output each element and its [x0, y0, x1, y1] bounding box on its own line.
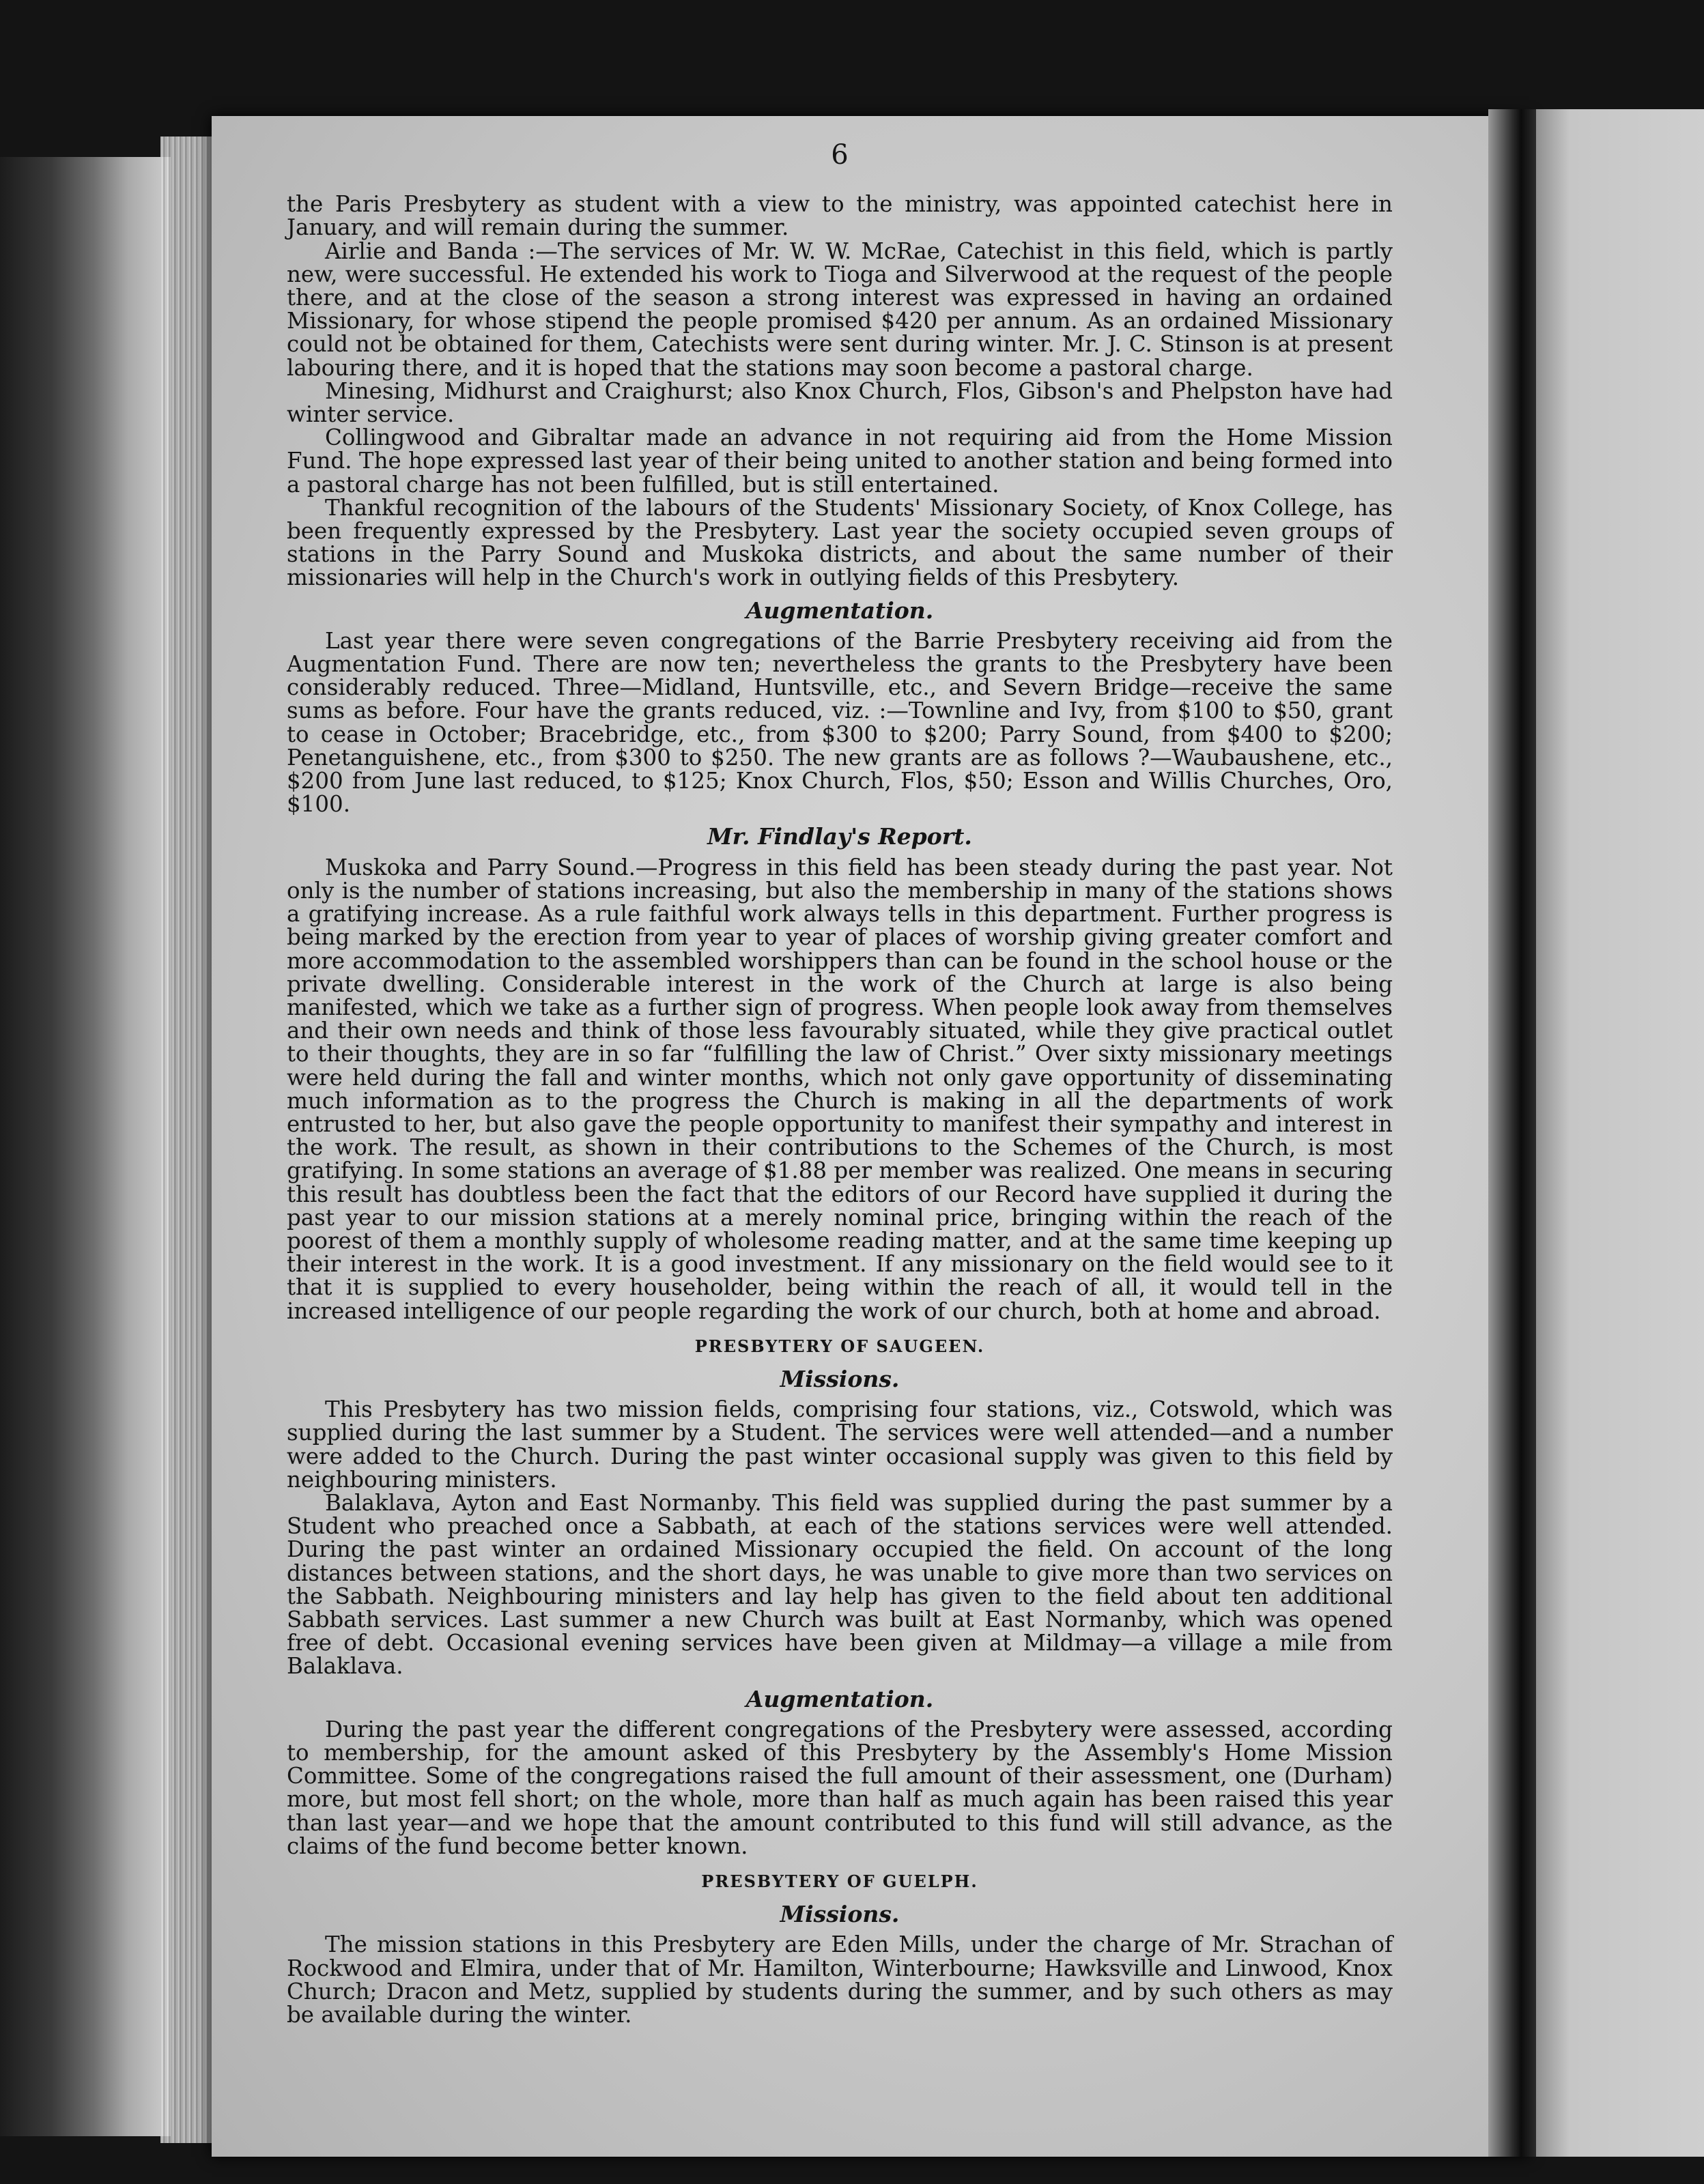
section-top: [287, 192, 1393, 589]
page-number: 6: [831, 139, 849, 171]
paragraph: Minesing, Midhurst and Craighurst; also Knox Church, Flos, Gibson's and Phelpston have had winter service.: [287, 377, 1393, 428]
paragraph: Airlie and Banda :—The services of Mr. W. W. McRae, Catechist in this field, which is partly new, were successful. He extended his work to Tioga and Silverwood at the request of the people there, and at the close of the season a strong interest was expressed in having an ordained Missionary, for whose stipend the people promised $420 per annum. As an ordained Missionary could not be obtained for them, Catechists were sent during winter. Mr. J. C. Stinson is at present labouring there, and it is hoped that the stations may soon become a pastoral charge.: [287, 238, 1393, 381]
heading-missions: Missions.: [780, 1365, 900, 1392]
paragraph: Thankful recognition of the labours of the Students' Missionary Society, of Knox College, has been frequently expressed by the Presbytery. Last year the society occupied seven groups of stations in the Parry Sound and Muskoka districts, and about the same number of their missionaries will help in the Church's work in outlying fields of this Presbytery.: [287, 494, 1393, 591]
paragraph: Balaklava, Ayton and East Normanby. This field was supplied during the past summer by a Student who preached once a Sabbath, at each of the stations services were well attended. During the past winter an ordained Missionary occupied the field. On account of the long distances between stations, and the short days, he was unable to give more than two services on the Sabbath. Neighbouring ministers and lay help has given to the field about ten additional Sabbath services. Last summer a new Church was built at East Normanby, which was opened free of debt. Occasional evening services have been given at Mildmay—a village a mile from Balaklava.: [287, 1489, 1393, 1680]
paragraph: Muskoka and Parry Sound.—Progress in this field has been steady during the past year. Not only is the number of stations increasing, but also the membership in many of the stations shows a gratifying increase. As a rule faithful work always tells in this department. Further progress is being marked by the erection from year to year of places of worship giving greater comfort and more accommodation to the assembled worshippers than can be found in the school house or the private dwelling. Considerable interest in the work of the Church at large is also being manifested, which we take as a further sign of progress. When people look away from themselves and their own needs and think of those less favourably situated, while they give practical outlet to their thoughts, they are in so far “fulfilling the law of Christ.” Over sixty missionary meetings were held during the fall and winter months, which not only gave opportunity of disseminating much information as to the progress the Church is making in all the departments of work entrusted to her, but also gave the people opportunity to manifest their sympathy and interest in the work. The result, as shown in their contributions to the Schemes of the Church, is most gratifying. In some stations an average of $1.88 per member was realized. One means in securing this result has doubtless been the fact that the editors of our Record have supplied it during the past year to our mission stations at a merely nominal price, bringing within the reach of the poorest of them a monthly supply of wholesome reading matter, and at the same time keeping up their interest in the work. It is a good investment. If any missionary on the field would see to it that it is supplied to every householder, being within the reach of all, it would tell in the increased intelligence of our people regarding the work of our church, both at home and abroad.: [287, 854, 1393, 1324]
heading-presbytery-saugeen: PRESBYTERY OF SAUGEEN.: [694, 1336, 985, 1356]
heading-missions: Missions.: [780, 1901, 900, 1928]
paragraph: Collingwood and Gibraltar made an advance in not requiring aid from the Home Mission Fund. The hope expressed last year of their being united to another station and being formed into a pastoral charge has not been fulfilled, but is still entertained.: [287, 425, 1393, 498]
heading-findlay-report: Mr. Findlay's Report.: [707, 823, 972, 850]
paragraph: The mission stations in this Presbytery are Eden Mills, under the charge of Mr. Strachan of Rockwood and Elmira, under that of Mr. Hamilton, Winterbourne; Hawksville and Linwood, Knox Church; Dracon and Metz, supplied by students during the summer, and by such others as may be available during the winter.: [287, 1931, 1393, 2028]
main-text-column: [287, 139, 1393, 2028]
paragraph: During the past year the different congregations of the Presbytery were assessed, according to membership, for the amount asked of this Presbytery by the Assembly's Home Mission Committee. Some of the congregations raised the full amount of their assessment, one (Durham) more, but most fell short; on the whole, more than half as much again has been raised this year than last year—and we hope that the amount contributed to this fund will still advance, as the claims of the fund become better known.: [287, 1716, 1393, 1859]
paragraph: This Presbytery has two mission fields, comprising four stations, viz., Cotswold, which was supplied during the last summer by a Student. The services were well attended—and a number were added to the Church. During the past winter occasional supply was given to this field by neighbouring ministers.: [287, 1396, 1393, 1493]
paragraph: Last year there were seven congregations of the Barrie Presbytery receiving aid from the Augmentation Fund. There are now ten; nevertheless the grants to the Presbytery have been considerably reduced. Three—Midland, Huntsville, etc., and Severn Bridge—receive the same sums as before. Four have the grants reduced, viz. :—Townline and Ivy, from $100 to $50, grant to cease in October; Bracebridge, etc., from $300 to $200; Parry Sound, from $400 to $200; Penetanguishene, etc., from $300 to $250. The new grants are as follows ?—Waubaushene, etc., $200 from June last reduced, to $125; Knox Church, Flos, $50; Esson and Willis Churches, Oro, $100.: [287, 627, 1393, 818]
heading-augmentation: Augmentation.: [746, 1685, 934, 1712]
heading-augmentation: Augmentation.: [746, 597, 934, 624]
heading-presbytery-guelph: PRESBYTERY OF GUELPH.: [701, 1871, 978, 1892]
paragraph: the Paris Presbytery as student with a view to the ministry, was appointed catechist here in January, and will remain during the summer.: [287, 191, 1393, 241]
book-binding: [0, 157, 171, 2136]
facing-page: [1536, 109, 1704, 2157]
book-gutter: [1488, 109, 1543, 2157]
